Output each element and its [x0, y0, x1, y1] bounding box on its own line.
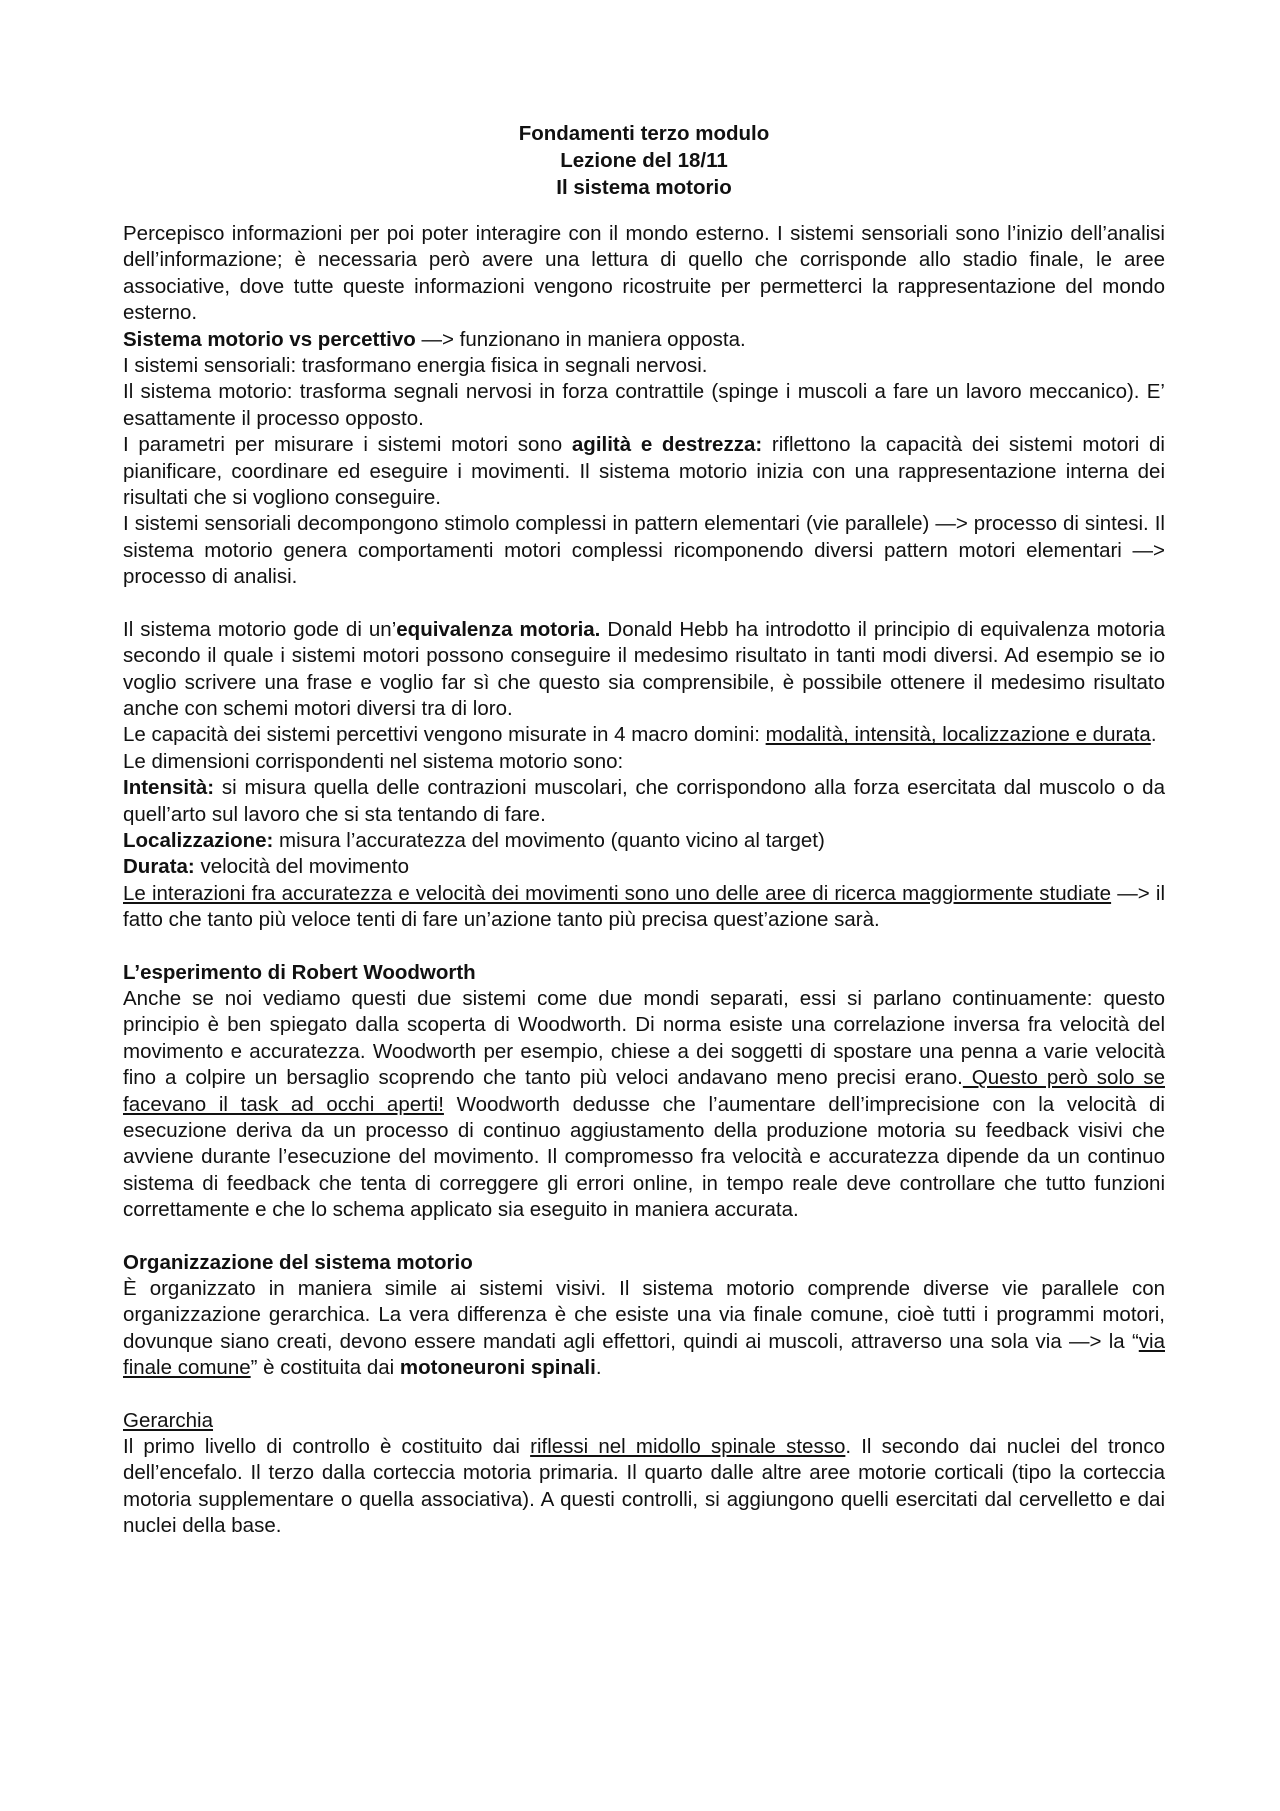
organization-heading-text: Organizzazione del sistema motorio: [123, 1250, 473, 1274]
organization-text-a: È organizzato in maniera simile ai sistemi visivi. Il sistema motorio comprende diverse vie parallele con organizzazione gerarchica. La vera differenza è che esiste una via finale comune, cioè tutti i programmi motori, dovunque siano creati, devono essere mandati agli effettori, quindi ai muscoli, attraverso una sola via —> la “: [123, 1277, 1165, 1353]
organization-heading: [123, 1250, 1165, 1276]
lecture-date: Lezione del 18/11: [560, 149, 728, 172]
parameters-text-a: I parametri per misurare i sistemi motori sono: [123, 433, 572, 457]
intensity-text: si misura quella delle contrazioni muscolari, che corrispondono alla forza esercitata dal muscolo o da quell’arto sul lavoro che si sta tentando di fare.: [123, 776, 1165, 826]
organization-text-c: .: [595, 1356, 602, 1380]
organization-underlined: via finale comune: [123, 1329, 1165, 1380]
decompose-paragraph: I sistemi sensoriali decompongono stimolo complessi in pattern elementari (vie parallele) —> processo di sintesi. Il sistema motorio genera comportamenti motori complessi ricomponendo diversi pattern motori elementari —> processo di analisi.: [123, 512, 1165, 589]
woodworth-heading-text: L’esperimento di Robert Woodworth: [123, 960, 476, 984]
hierarchy-heading-text: Gerarchia: [123, 1408, 214, 1432]
spacer: [123, 591, 1165, 617]
motor-vs-perceptive: [123, 327, 1165, 353]
parameters-bold: agilità e destrezza:: [571, 433, 763, 457]
motor-vs-perceptive-text: —> funzionano in maniera opposta.: [415, 327, 746, 351]
duration-text: velocità del movimento: [194, 855, 409, 879]
spacer: [123, 1382, 1165, 1408]
topic-title: Il sistema motorio: [556, 176, 732, 199]
spacer: [123, 1224, 1165, 1250]
organization-paragraph: [123, 1276, 1165, 1382]
woodworth-heading: [123, 960, 1165, 986]
domains-paragraph: [123, 722, 1165, 748]
parameters-paragraph: [123, 432, 1165, 511]
woodworth-text-a: Anche se noi vediamo questi due sistemi come due mondi separati, essi si parlano continuamente: questo principio è ben spiegato dalla scoperta di Woodworth. Di norma esiste una correlazione inversa fra velocità del movimento e accuratezza. Woodworth per esempio, chiese a dei soggetti di spostare una penna a varie velocità fino a colpire un bersaglio scoprendo che tanto più veloci andavano meno precisi erano.: [123, 986, 1165, 1090]
dimensions-line: Le dimensioni corrispondenti nel sistema motorio sono:: [123, 749, 624, 773]
intro-paragraph: Percepisco informazioni per poi poter interagire con il mondo esterno. I sistemi sensoriali sono l’inizio dell’analisi dell’informazione; è necessaria però avere una lettura di quello che corrisponde allo stadio finale, le aree associative, dove tutte queste informazioni vengono ricostruite per permetterci la rappresentazione del mondo esterno.: [123, 222, 1165, 325]
motor-system-line: Il sistema motorio: trasforma segnali nervosi in forza contrattile (spinge i muscoli a fare un lavoro meccanico). E’ esattamente il processo opposto.: [123, 380, 1165, 430]
equivalence-paragraph: [123, 617, 1165, 723]
duration-line: [123, 854, 1165, 880]
domains-text-b: .: [1150, 723, 1157, 747]
localization-text: misura l’accuratezza del movimento (quanto vicino al target): [273, 828, 825, 852]
title-block: [123, 120, 1165, 201]
hierarchy-heading: [123, 1408, 1165, 1434]
parameters-text-b: riflettono la capacità dei sistemi motori di pianificare, coordinare ed eseguire i movimenti. Il sistema motorio inizia con una rappresentazione interna dei risultati che si vogliono conseguire.: [123, 433, 1165, 510]
localization-label: Localizzazione:: [123, 828, 274, 852]
equivalence-text-a: Il sistema motorio gode di un’: [123, 617, 397, 641]
woodworth-text-b: Woodworth dedusse che l’aumentare dell’imprecisione con la velocità di esecuzione deriva da un processo di continuo aggiustamento della produzione motoria su feedback visivi che avviene durante l’esecuzione del movimento. Il compromesso fra velocità e accuratezza dipende da un continuo sistema di feedback che tenta di correggere gli errori online, in tempo reale deve controllare che tutto funzioni correttamente e che lo schema applicato sia eseguito in maniera accurata.: [123, 1092, 1165, 1222]
duration-label: Durata:: [123, 855, 195, 879]
sensory-systems-line: I sistemi sensoriali: trasformano energia fisica in segnali nervosi.: [123, 354, 708, 378]
organization-text-b: ” è costituita dai: [250, 1356, 400, 1380]
hierarchy-text-a: Il primo livello di controllo è costituito dai: [123, 1435, 531, 1459]
intensity-line: [123, 775, 1165, 828]
equivalence-text-b: Donald Hebb ha introdotto il principio di equivalenza motoria secondo il quale i sistemi motori possono conseguire il medesimo risultato in tanti modi diversi. Ad esempio se io voglio scrivere una frase e voglio far sì che questo sia comprensibile, è possibile ottenere il medesimo risultato anche con schemi motori diversi tra di loro.: [123, 617, 1165, 720]
intensity-label: Intensità:: [123, 776, 215, 800]
localization-line: [123, 828, 1165, 854]
hierarchy-paragraph: [123, 1434, 1165, 1540]
equivalence-bold: equivalenza motoria.: [396, 617, 601, 641]
interactions-paragraph: [123, 881, 1165, 934]
document-page: [123, 120, 1165, 1540]
organization-bold: motoneuroni spinali: [399, 1356, 596, 1380]
hierarchy-text-b: . Il secondo dai nuclei del tronco dell’encefalo. Il terzo dalla corteccia motoria primaria. Il quarto dalle altre aree motorie corticali (tipo la corteccia motoria supplementare o quella associativa). A questi controlli, si aggiungono quelli esercitati dal cervelletto e dai nuclei della base.: [123, 1435, 1165, 1538]
document-title: Fondamenti terzo modulo: [518, 122, 770, 145]
interactions-text: —> il fatto che tanto più veloce tenti di fare un’azione tanto più precisa quest’azione sarà.: [123, 881, 1165, 932]
hierarchy-underlined: riflessi nel midollo spinale stesso: [530, 1435, 846, 1459]
motor-vs-perceptive-bold: Sistema motorio vs percettivo: [123, 327, 416, 351]
domains-text-a: Le capacità dei sistemi percettivi vengono misurate in 4 macro domini:: [123, 723, 766, 747]
woodworth-underlined: Questo però solo se facevano il task ad occhi aperti!: [123, 1066, 1165, 1116]
woodworth-paragraph: [123, 986, 1165, 1224]
domains-underlined: modalità, intensità, localizzazione e durata: [765, 723, 1151, 747]
spacer: [123, 934, 1165, 960]
interactions-underlined: Le interazioni fra accuratezza e velocità dei movimenti sono uno delle aree di ricerca maggiormente studiate: [123, 881, 1112, 905]
